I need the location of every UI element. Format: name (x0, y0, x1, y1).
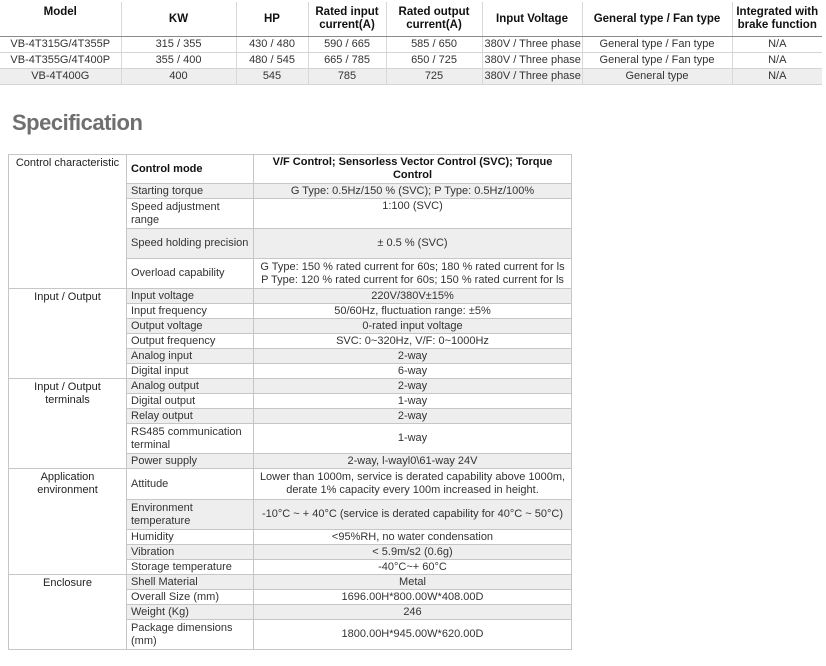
input-voltage-cell: 380V / Three phase (482, 53, 582, 69)
spec-param: Package dimensions (mm) (127, 620, 254, 650)
brake-cell: N/A (732, 69, 822, 85)
spec-value: 50/60Hz, fluctuation range: ±5% (254, 304, 572, 319)
spec-row-control-mode (9, 155, 572, 184)
spec-value: 2-way (254, 349, 572, 364)
type-cell: General type / Fan type (582, 37, 732, 53)
spec-row (9, 379, 572, 394)
spec-param: Storage temperature (127, 560, 254, 575)
output-current-cell: 725 (386, 69, 482, 85)
col-header-input-voltage: Input Voltage (482, 2, 582, 37)
spec-param: Environment temperature (127, 500, 254, 530)
spec-param: Analog output (127, 379, 254, 394)
spec-param: Power supply (127, 454, 254, 469)
spec-value: 6-way (254, 364, 572, 379)
model-cell: VB-4T355G/4T400P (0, 53, 121, 69)
spec-value: SVC: 0~320Hz, V/F: 0~1000Hz (254, 334, 572, 349)
spec-param: Output frequency (127, 334, 254, 349)
spec-value: 246 (254, 605, 572, 620)
spec-value: G Type: 0.5Hz/150 % (SVC); P Type: 0.5Hz/100% (254, 184, 572, 199)
spec-value: 1-way (254, 394, 572, 409)
spec-param: Speed adjustment range (127, 199, 254, 229)
model-table (0, 2, 822, 85)
output-current-cell: 650 / 725 (386, 53, 482, 69)
spec-value: 1:100 (SVC) (254, 199, 572, 229)
spec-param: Overall Size (mm) (127, 590, 254, 605)
spec-value: 2-way (254, 379, 572, 394)
col-header-hp: HP (236, 2, 308, 37)
spec-param: Control mode (127, 155, 254, 184)
spec-row (9, 289, 572, 304)
spec-param: Attitude (127, 469, 254, 500)
category-enclosure: Enclosure (9, 575, 127, 650)
model-row (0, 53, 822, 69)
model-row (0, 69, 822, 85)
spec-value: ± 0.5 % (SVC) (254, 229, 572, 259)
col-header-model: Model (0, 2, 121, 37)
spec-param: Analog input (127, 349, 254, 364)
model-cell: VB-4T315G/4T355P (0, 37, 121, 53)
input-current-cell: 785 (308, 69, 386, 85)
input-current-cell: 665 / 785 (308, 53, 386, 69)
spec-value: 2-way (254, 409, 572, 424)
col-header-type: General type / Fan type (582, 2, 732, 37)
category-application-environment: Application environment (9, 469, 127, 575)
model-row (0, 37, 822, 53)
col-header-rated-output-current: Rated output current(A) (386, 2, 482, 37)
col-header-rated-input-current: Rated input current(A) (308, 2, 386, 37)
spec-value: V/F Control; Sensorless Vector Control (SVC); Torque Control (254, 155, 572, 184)
specification-table (8, 154, 572, 650)
spec-value: 1-way (254, 424, 572, 454)
spec-param: Input frequency (127, 304, 254, 319)
spec-row (9, 575, 572, 590)
spec-value: < 5.9m/s2 (0.6g) (254, 545, 572, 560)
spec-value: 0-rated input voltage (254, 319, 572, 334)
hp-cell: 480 / 545 (236, 53, 308, 69)
model-table-header (0, 2, 822, 37)
spec-param: Starting torque (127, 184, 254, 199)
spec-value: Metal (254, 575, 572, 590)
category-input-output-terminals: Input / Output terminals (9, 379, 127, 469)
input-current-cell: 590 / 665 (308, 37, 386, 53)
spec-param: Shell Material (127, 575, 254, 590)
spec-value: -40°C~+ 60°C (254, 560, 572, 575)
model-cell: VB-4T400G (0, 69, 121, 85)
spec-row (9, 469, 572, 500)
spec-param: Weight (Kg) (127, 605, 254, 620)
spec-param: Relay output (127, 409, 254, 424)
spec-param: Overload capability (127, 259, 254, 289)
spec-param: RS485 communication terminal (127, 424, 254, 454)
kw-cell: 355 / 400 (121, 53, 236, 69)
kw-cell: 400 (121, 69, 236, 85)
brake-cell: N/A (732, 37, 822, 53)
spec-param: Vibration (127, 545, 254, 560)
type-cell: General type / Fan type (582, 53, 732, 69)
specification-heading: Specification (12, 110, 143, 135)
spec-param: Output voltage (127, 319, 254, 334)
spec-param: Speed holding precision (127, 229, 254, 259)
hp-cell: 430 / 480 (236, 37, 308, 53)
spec-value: -10°C ~ + 40°C (service is derated capability for 40°C ~ 50°C) (254, 500, 572, 530)
spec-value: 1696.00H*800.00W*408.00D (254, 590, 572, 605)
brake-cell: N/A (732, 53, 822, 69)
spec-value: 2-way, l-wayl0\61-way 24V (254, 454, 572, 469)
hp-cell: 545 (236, 69, 308, 85)
col-header-brake-function: Integrated with brake function (732, 2, 822, 37)
col-header-kw: KW (121, 2, 236, 37)
kw-cell: 315 / 355 (121, 37, 236, 53)
spec-value: Lower than 1000m, service is derated capability above 1000m, derate 1% capacity every 100m increased in height. (254, 469, 572, 500)
spec-param: Digital input (127, 364, 254, 379)
category-control-characteristic: Control characteristic (9, 155, 127, 289)
spec-value: <95%RH, no water condensation (254, 530, 572, 545)
spec-param: Input voltage (127, 289, 254, 304)
category-input-output: Input / Output (9, 289, 127, 379)
spec-value: G Type: 150 % rated current for 60s; 180 % rated current for ls P Type: 120 % rated current for 60s; 150 % rated current for ls (254, 259, 572, 289)
input-voltage-cell: 380V / Three phase (482, 37, 582, 53)
spec-value: 220V/380V±15% (254, 289, 572, 304)
spec-param: Digital output (127, 394, 254, 409)
type-cell: General type (582, 69, 732, 85)
spec-param: Humidity (127, 530, 254, 545)
input-voltage-cell: 380V / Three phase (482, 69, 582, 85)
output-current-cell: 585 / 650 (386, 37, 482, 53)
spec-value: 1800.00H*945.00W*620.00D (254, 620, 572, 650)
